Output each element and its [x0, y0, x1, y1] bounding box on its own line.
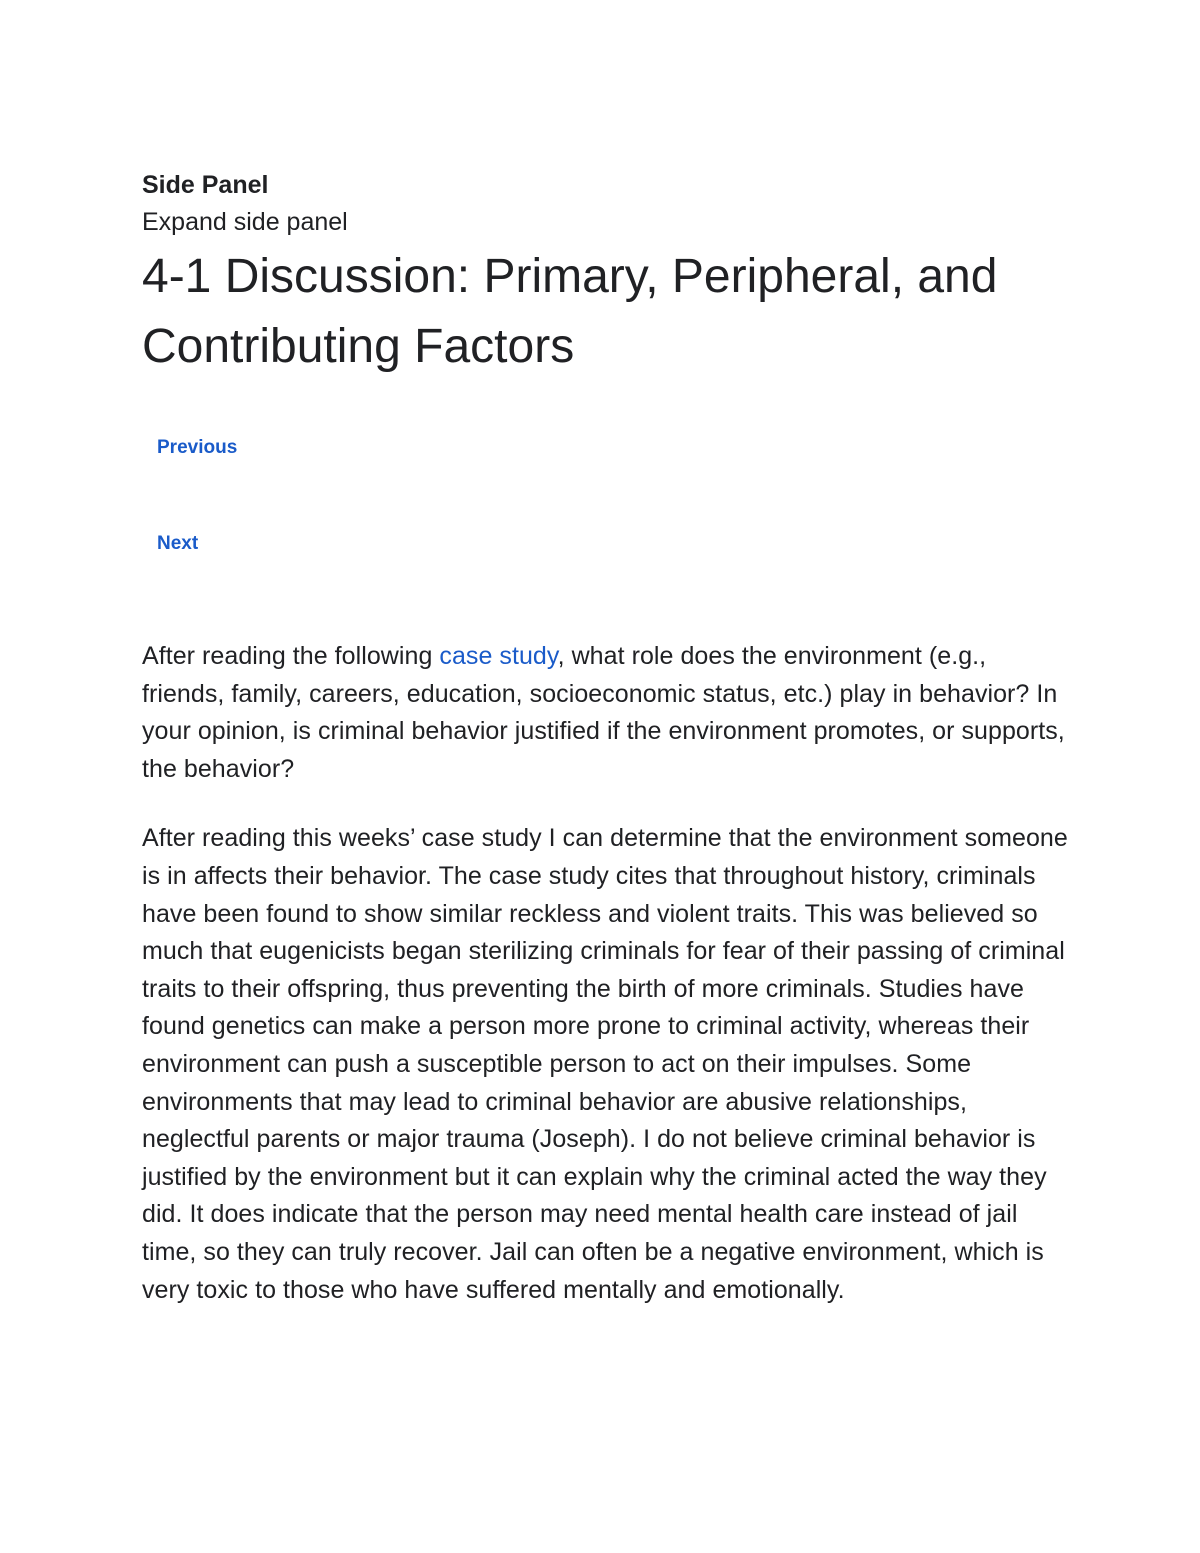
topic-navigation [142, 434, 1072, 558]
discussion-response: After reading this weeks’ case study I can determine that the environment someone is in affects their behavior. The case study cites that throughout history, criminals have been found to show similar reckless and violent traits. This was believed so much that eugenicists began sterilizing criminals for fear of their passing of criminal traits to their offspring, thus preventing the birth of more criminals. Studies have found genetics can make a person more prone to criminal activity, whereas their environment can push a susceptible person to act on their impulses. Some environments that may lead to criminal behavior are abusive relationships, neglectful parents or major trauma (Joseph). I do not believe criminal behavior is justified by the environment but it can explain why the criminal acted the way they did. It does indicate that the person may need mental health care instead of jail time, so they can truly recover. Jail can often be a negative environment, which is very toxic to those who have suffered mentally and emotionally. [142, 824, 1068, 1304]
case-study-link[interactable]: case study [439, 642, 558, 670]
prompt-text-start: After reading the following [142, 642, 440, 670]
page-title: 4-1 Discussion: Primary, Peripheral, and Contributing Factors [142, 250, 998, 373]
prompt-text-end: , what role does the environment (e.g., friends, family, careers, education, socioeconomic status, etc.) play in behavior? In your opinion, is criminal behavior justified if the environment promotes, or supports, the behavior? [142, 642, 1065, 783]
discussion-prompt [142, 638, 1072, 788]
discussion-page [142, 168, 1072, 1309]
previous-link[interactable]: Previous [157, 437, 238, 458]
next-link[interactable]: Next [157, 533, 199, 554]
expand-side-panel-button[interactable]: Expand side panel [142, 208, 348, 236]
side-panel-heading: Side Panel [142, 171, 269, 199]
